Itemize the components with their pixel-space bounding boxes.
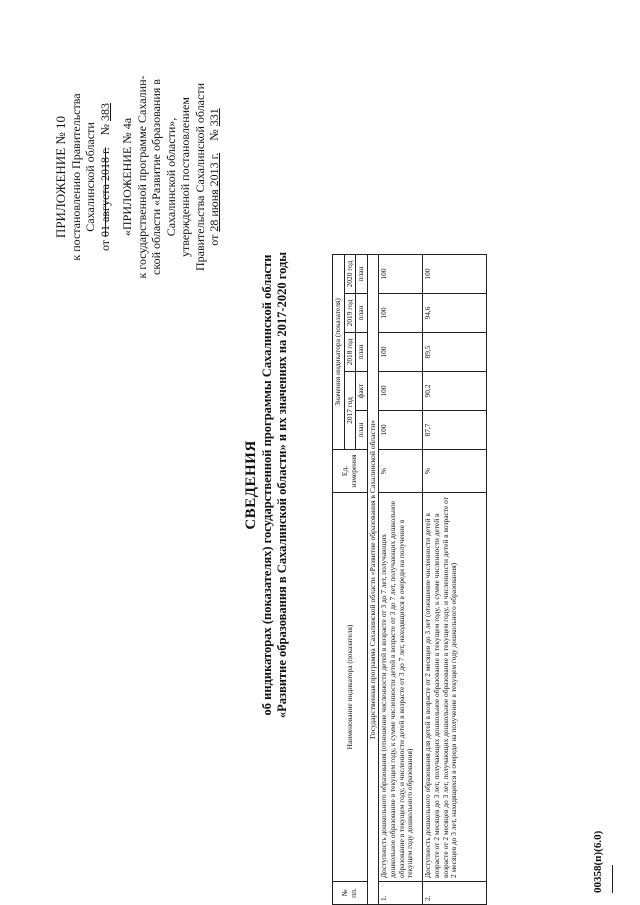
heading-line-1: об индикаторах (показателях) государственной программы Сахалинской области: [260, 254, 274, 716]
heading-line-2: «Развитие образования в Сахалинской области» и их значениях на 2017-2020 годы: [275, 251, 289, 719]
row-plan-2020: 100: [423, 255, 487, 294]
appendix-block: [54, 37, 222, 317]
appendix-resolution-line: к постановлению Правительства: [68, 93, 83, 261]
row-name: Доступность дошкольного образования для детей в возрасте от 2 месяцев до 3 лет (отношение численности детей в возрасте от 2 месяцев до 3 лет, получающих дошкольное образование в текущем году, к сумме численности детей в возрасте от 2 месяцев до 3 лет, получающих дошкольное образование в текущем году, и численности детей в возрасте от 2 месяцев до 3 лет, находящихся в очереди на получение в текущем году дошкольного образования): [423, 493, 487, 882]
annex-line-4: утвержденной постановлением: [178, 97, 192, 257]
footer-dash: [612, 865, 613, 893]
header-year-2018: 2018 год: [344, 333, 356, 372]
row-plan-2017: 100: [379, 411, 423, 450]
row-plan-2018: 100: [379, 333, 423, 372]
row-fact-2017: 90,2: [423, 372, 487, 411]
header-plan-2020: план: [356, 255, 368, 294]
row-plan-2017: 87,7: [423, 411, 487, 450]
header-unit: Ед. измерения: [333, 450, 368, 493]
header-values-group: Значения индикатора (показателя): [333, 255, 345, 450]
annex-number-value: 331: [207, 108, 221, 127]
appendix-date-line: [98, 37, 113, 317]
annex-line-3: Сахалинской области»,: [163, 117, 178, 237]
appendix-date-prefix: от: [97, 239, 112, 252]
header-plan-2019: план: [356, 294, 368, 333]
annex-line-5: Правительства Сахалинской области: [192, 82, 207, 272]
annex-date-value: 28 июня 2013 г.: [207, 152, 221, 232]
header-plan-2018: план: [356, 333, 368, 372]
annex-number-prefix: №: [207, 129, 221, 141]
annex-date-line: [207, 37, 222, 317]
appendix-title: ПРИЛОЖЕНИЕ № 10: [53, 115, 68, 239]
indicators-table: [332, 254, 487, 905]
row-fact-2017: 100: [379, 372, 423, 411]
document-code: 00358(п)(6.0): [592, 830, 604, 893]
annex-title: «ПРИЛОЖЕНИЕ № 4а: [120, 117, 134, 237]
section-row: [367, 255, 379, 905]
row-plan-2018: 89,5: [423, 333, 487, 372]
row-unit: %: [423, 450, 487, 493]
document-heading: [242, 145, 290, 825]
row-plan-2019: 100: [379, 294, 423, 333]
row-name: Доступность дошкольного образования (отношение численности детей в возрасте от 3 до 7 лет, получающих дошкольное образование в текущем году, к сумме численности детей в возрасте от 3 до 7 лет, получающих дошкольное образование в текущем году, и численности детей в возрасте от 3 до 7 лет, находящихся в очереди на получение в текущем году дошкольного образования): [379, 493, 423, 882]
table-header-row: [333, 255, 345, 905]
row-num: 1.: [379, 882, 423, 905]
header-year-2017: 2017 год: [344, 372, 356, 450]
appendix-region-line: Сахалинской области: [83, 122, 97, 232]
row-plan-2020: 100: [379, 255, 423, 294]
appendix-number-prefix: №: [97, 123, 112, 136]
table-row: [379, 255, 423, 905]
header-fact-2017: факт: [356, 372, 368, 411]
appendix-number-value: 383: [97, 102, 112, 121]
row-num: 2.: [423, 882, 487, 905]
table-row: [423, 255, 487, 905]
row-plan-2019: 94,6: [423, 294, 487, 333]
appendix-date-value: 01 августа 2018 г.: [97, 147, 112, 237]
header-year-2019: 2019 год: [344, 294, 356, 333]
annex-line-2: ской области «Развитие образования в: [149, 79, 163, 275]
header-plan-2017: план: [356, 411, 368, 450]
row-unit: %: [379, 450, 423, 493]
header-num: № пп.: [333, 882, 368, 905]
header-year-2020: 2020 год: [344, 255, 356, 294]
annex-line-1: к государственной программе Сахалин-: [134, 75, 149, 279]
annex-date-prefix: от: [207, 234, 221, 246]
header-name: Наименование индикатора (показателя): [333, 493, 368, 882]
section-title: Государственная программа Сахалинской области «Развитие образования в Сахалинской области»: [367, 255, 379, 905]
heading-title: СВЕДЕНИЯ: [243, 440, 259, 530]
